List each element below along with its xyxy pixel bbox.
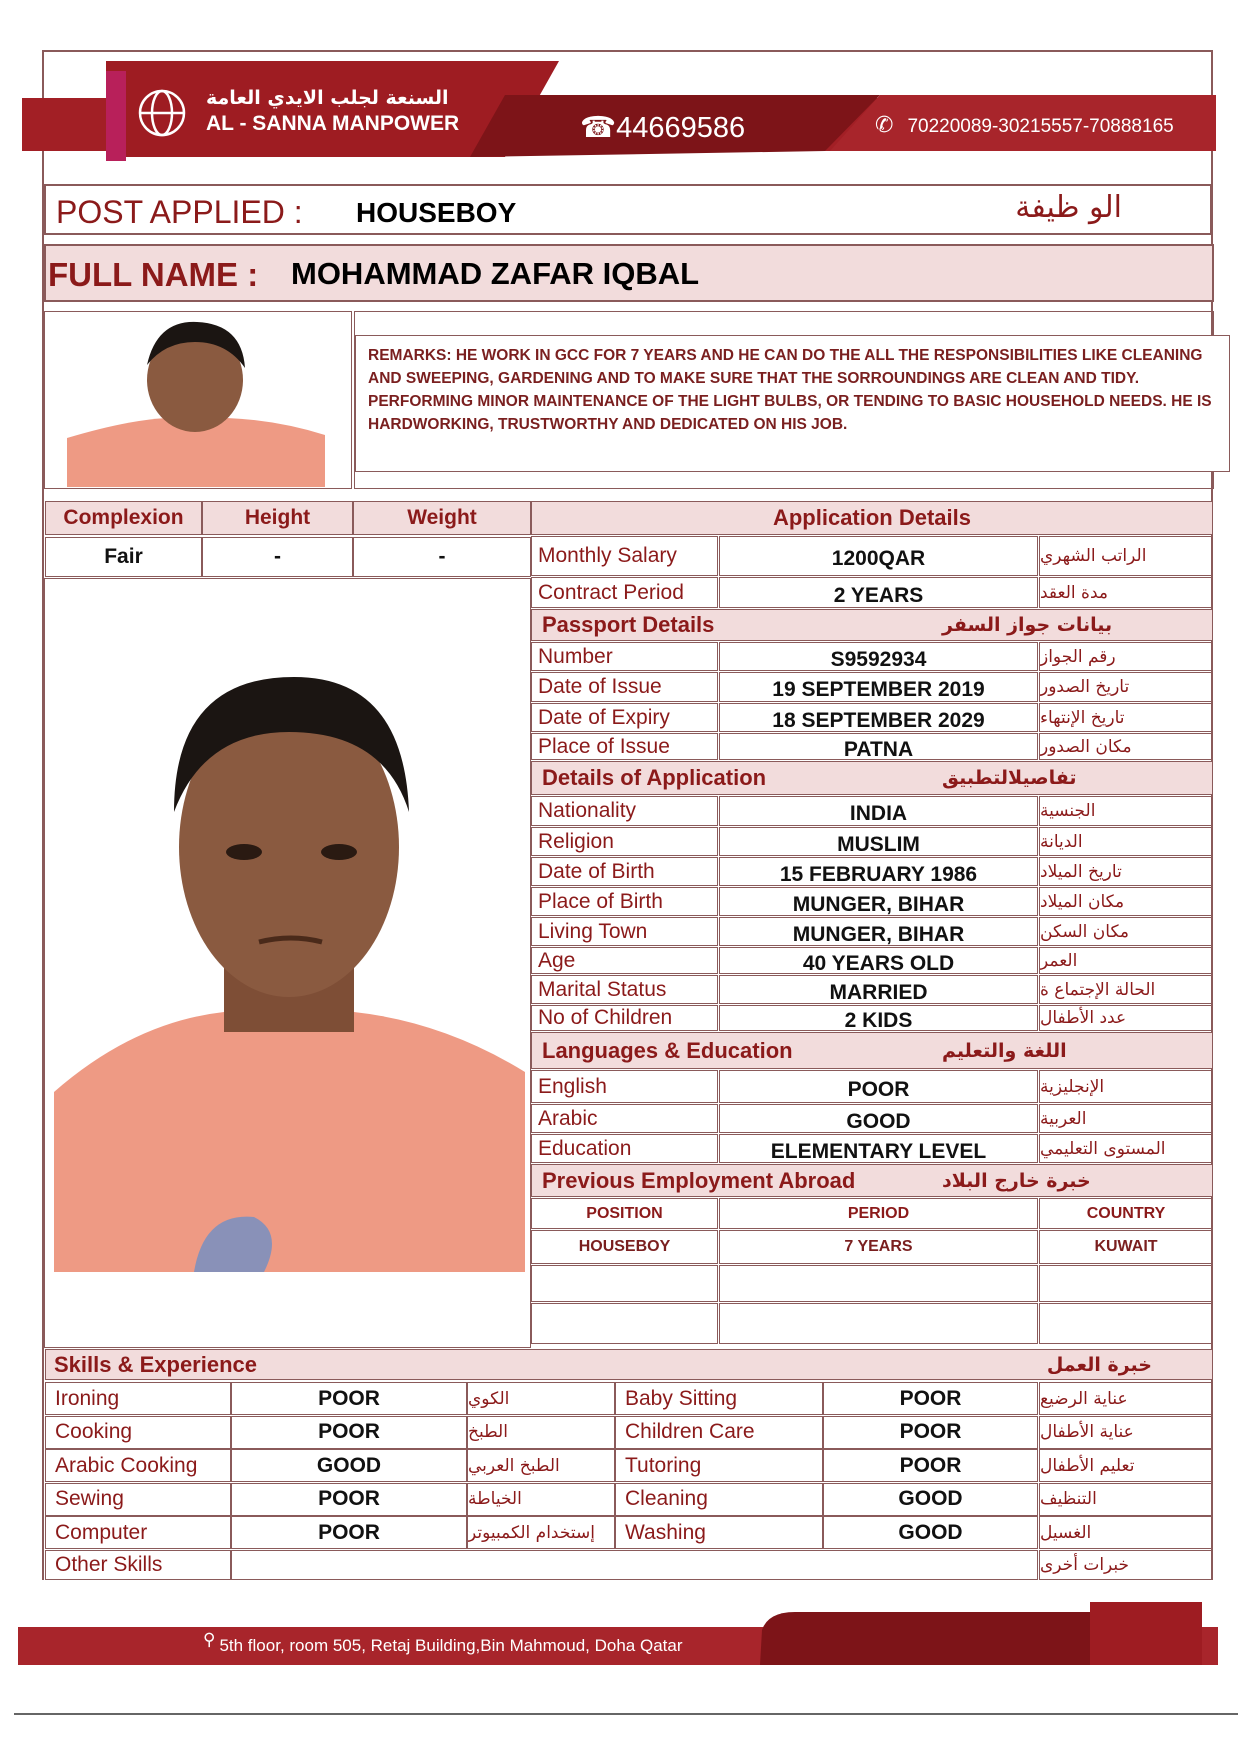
physical-value: - xyxy=(202,537,353,577)
detail-label-ar: مدة العقد xyxy=(1039,577,1213,608)
employment-cell xyxy=(531,1303,718,1344)
employment-cell xyxy=(531,1265,718,1302)
section-header-ar: بيانات جواز السفر xyxy=(942,614,1113,636)
detail-value: S9592934 xyxy=(719,642,1038,671)
detail-value: MUSLIM xyxy=(719,827,1038,856)
physical-header: Complexion xyxy=(45,501,202,535)
detail-value: MUNGER, BIHAR xyxy=(719,917,1038,946)
employment-cell: POSITION xyxy=(531,1198,718,1229)
remarks-text: REMARKS: HE WORK IN GCC FOR 7 YEARS AND HE CAN DO THE ALL THE RESPONSIBILITIES LIKE CLEANING AND SWEEPING, GARDENING AND TO MAKE SURE THAT THE SORROUNDINGS ARE CLEAN AND TIDY. PERFORMING MINOR MAINTENANCE OF THE LIGHT BULBS, OR TENDING TO BASIC HOUSEHOLD NEEDS. HE IS HARDWORKING, TRUSTWORTHY AND DEDICATED ON HIS JOB. xyxy=(355,335,1230,472)
skill-cell: POOR xyxy=(231,1382,467,1415)
post-applied-row xyxy=(44,184,1212,235)
employment-cell xyxy=(1039,1265,1213,1302)
detail-value: 15 FEBRUARY 1986 xyxy=(719,857,1038,886)
skill-cell: Children Care xyxy=(615,1416,823,1449)
detail-label: Place of Issue xyxy=(531,733,718,760)
detail-label: English xyxy=(531,1070,718,1103)
detail-value: 1200QAR xyxy=(719,536,1038,576)
skill-cell: عناية الأطفال xyxy=(1039,1416,1213,1449)
other-skills-value xyxy=(231,1550,1038,1580)
footer-address: ⚲ 5th floor, room 505, Retaj Building,Bin Mahmoud, Doha Qatar xyxy=(203,1630,683,1655)
detail-label: Date of Birth xyxy=(531,857,718,886)
detail-label-ar: الديانة xyxy=(1039,827,1213,856)
skill-cell: عناية الرضيع xyxy=(1039,1382,1213,1415)
footer-banner xyxy=(0,1600,1241,1670)
detail-value: 40 YEARS OLD xyxy=(719,947,1038,974)
physical-header: Height xyxy=(202,501,353,535)
company-name-ar: السنعة لجلب الايدي العامة xyxy=(206,87,449,109)
detail-label: Place of Birth xyxy=(531,887,718,916)
skill-cell: الطبخ xyxy=(467,1416,615,1449)
section-header: Details of Application تفاصيلالتطبيق xyxy=(531,761,1213,795)
skill-cell: Washing xyxy=(615,1516,823,1549)
detail-label-ar: العربية xyxy=(1039,1104,1213,1133)
detail-label-ar: المستوى التعليمي xyxy=(1039,1134,1213,1163)
detail-value: MARRIED xyxy=(719,975,1038,1004)
skill-cell: POOR xyxy=(231,1416,467,1449)
detail-label: Marital Status xyxy=(531,975,718,1004)
skill-cell: POOR xyxy=(823,1382,1038,1415)
skill-cell: POOR xyxy=(823,1416,1038,1449)
detail-label: Education xyxy=(531,1134,718,1163)
skill-cell: Arabic Cooking xyxy=(45,1449,231,1482)
skill-cell: Tutoring xyxy=(615,1449,823,1482)
phone-number: ☎44669586 xyxy=(580,112,746,144)
employment-cell: HOUSEBOY xyxy=(531,1230,718,1264)
skill-cell: POOR xyxy=(231,1483,467,1516)
post-applied-value: HOUSEBOY xyxy=(356,197,517,228)
detail-label: No of Children xyxy=(531,1005,718,1031)
employment-cell: COUNTRY xyxy=(1039,1198,1213,1229)
skill-cell: إستخدام الكمبيوتر xyxy=(467,1516,615,1549)
physical-header: Weight xyxy=(353,501,531,535)
employment-cell: PERIOD xyxy=(719,1198,1038,1229)
detail-label-ar: مكان الصدور xyxy=(1039,733,1213,760)
detail-label-ar: الراتب الشهري xyxy=(1039,536,1213,576)
skills-header-ar: خبرة العمل xyxy=(1046,1353,1152,1376)
employment-cell xyxy=(719,1303,1038,1344)
page-divider xyxy=(14,1713,1238,1715)
detail-label: Date of Expiry xyxy=(531,703,718,732)
section-header: Passport Details بيانات جواز السفر xyxy=(531,609,1213,641)
detail-label: Arabic xyxy=(531,1104,718,1133)
detail-label-ar: الحالة الإجتماع ة xyxy=(1039,975,1213,1004)
skill-cell: GOOD xyxy=(823,1483,1038,1516)
detail-label: Religion xyxy=(531,827,718,856)
mobile-numbers: ✆ 70220089-30215557-70888165 xyxy=(875,112,1174,137)
full-name-label: FULL NAME : xyxy=(48,256,259,293)
detail-value: 2 KIDS xyxy=(719,1005,1038,1031)
post-applied-label: POST APPLIED : xyxy=(56,194,303,230)
other-skills-label: Other Skills xyxy=(45,1550,231,1580)
large-passport-photo xyxy=(54,672,525,1272)
small-passport-photo xyxy=(67,320,325,487)
skill-cell: الطبخ العربي xyxy=(467,1449,615,1482)
detail-label: Monthly Salary xyxy=(531,536,718,576)
detail-label: Age xyxy=(531,947,718,974)
detail-label-ar: عدد الأطفال xyxy=(1039,1005,1213,1031)
section-header-ar: تفاصيلالتطبيق xyxy=(942,767,1077,789)
detail-label: Number xyxy=(531,642,718,671)
small-photo-cell xyxy=(44,311,352,489)
detail-value: POOR xyxy=(719,1070,1038,1103)
skill-cell: الغسيل xyxy=(1039,1516,1213,1549)
detail-label-ar: تاريخ الصدور xyxy=(1039,672,1213,702)
telephone-icon: ☎ xyxy=(580,112,617,144)
skill-cell: Sewing xyxy=(45,1483,231,1516)
detail-label-ar: تاريخ الميلاد xyxy=(1039,857,1213,886)
section-header-ar: خبرة خارج البلاد xyxy=(942,1169,1091,1192)
detail-label-ar: الإنجليزية xyxy=(1039,1070,1213,1103)
employment-cell: KUWAIT xyxy=(1039,1230,1213,1264)
company-name-en: AL - SANNA MANPOWER xyxy=(206,112,460,135)
detail-label-ar: الجنسية xyxy=(1039,796,1213,826)
skill-cell: تعليم الأطفال xyxy=(1039,1449,1213,1482)
skill-cell: Cooking xyxy=(45,1416,231,1449)
section-header: Previous Employment Abroad خبرة خارج البلاد xyxy=(531,1164,1213,1197)
skill-cell: التنظيف xyxy=(1039,1483,1213,1516)
employment-cell xyxy=(1039,1303,1213,1344)
skill-cell: Cleaning xyxy=(615,1483,823,1516)
detail-value: ELEMENTARY LEVEL xyxy=(719,1134,1038,1163)
detail-label: Nationality xyxy=(531,796,718,826)
other-skills-label-ar: خبرات أخرى xyxy=(1039,1550,1213,1580)
detail-label-ar: تاريخ الإنتهاء xyxy=(1039,703,1213,732)
detail-value: 2 YEARS xyxy=(719,577,1038,608)
skill-cell: POOR xyxy=(823,1449,1038,1482)
detail-label: Date of Issue xyxy=(531,672,718,702)
detail-value: MUNGER, BIHAR xyxy=(719,887,1038,916)
detail-label-ar: مكان السكن xyxy=(1039,917,1213,946)
skill-cell: Ironing xyxy=(45,1382,231,1415)
physical-value: - xyxy=(353,537,531,577)
detail-label-ar: مكان الميلاد xyxy=(1039,887,1213,916)
post-applied-label-ar: الو ظيفة xyxy=(1015,190,1122,225)
detail-value: INDIA xyxy=(719,796,1038,826)
detail-value: 18 SEPTEMBER 2029 xyxy=(719,703,1038,732)
detail-label: Living Town xyxy=(531,917,718,946)
skill-cell: GOOD xyxy=(823,1516,1038,1549)
full-name-row xyxy=(44,244,1214,302)
section-header-ar: اللغة والتعليم xyxy=(942,1039,1067,1062)
full-name-value: MOHAMMAD ZAFAR IQBAL xyxy=(291,256,700,291)
detail-label-ar: رقم الجواز xyxy=(1039,642,1213,671)
location-pin-icon: ⚲ xyxy=(203,1630,216,1649)
skill-cell: الكوي xyxy=(467,1382,615,1415)
employment-cell: 7 YEARS xyxy=(719,1230,1038,1264)
section-header: Languages & Education اللغة والتعليم xyxy=(531,1032,1213,1069)
skill-cell: الخياطة xyxy=(467,1483,615,1516)
physical-value: Fair xyxy=(45,537,202,577)
detail-label-ar: العمر xyxy=(1039,947,1213,974)
employment-cell xyxy=(719,1265,1038,1302)
mobile-phone-icon: ✆ xyxy=(875,112,894,137)
skill-cell: POOR xyxy=(231,1516,467,1549)
section-title: Application Details xyxy=(531,501,1213,535)
detail-value: PATNA xyxy=(719,733,1038,760)
skill-cell: GOOD xyxy=(231,1449,467,1482)
skills-header: Skills & Experience خبرة العمل xyxy=(45,1349,1213,1380)
detail-value: GOOD xyxy=(719,1104,1038,1133)
skill-cell: Baby Sitting xyxy=(615,1382,823,1415)
detail-value: 19 SEPTEMBER 2019 xyxy=(719,672,1038,702)
detail-label: Contract Period xyxy=(531,577,718,608)
skill-cell: Computer xyxy=(45,1516,231,1549)
large-photo-cell xyxy=(44,578,531,1348)
